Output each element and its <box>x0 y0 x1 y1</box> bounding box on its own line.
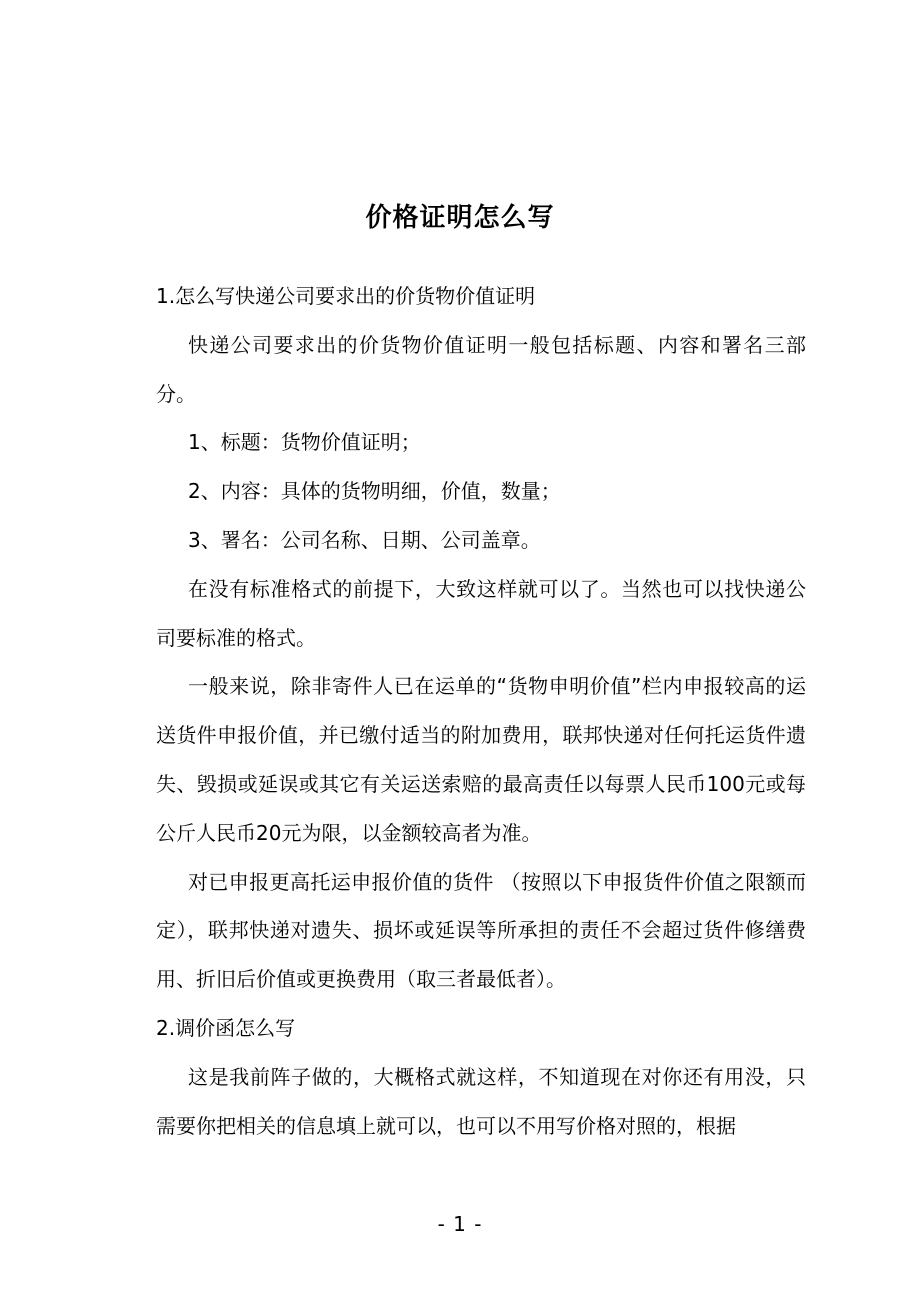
paragraph: 快递公司要求出的价货物价值证明一般包括标题、内容和署名三部分。 <box>156 332 806 406</box>
paragraph: 在没有标准格式的前提下，大致这样就可以了。当然也可以找快递公司要标准的格式。 <box>156 576 806 650</box>
section-heading-2: 2.调价函怎么写 <box>156 1015 296 1040</box>
section-heading-1: 1.怎么写快递公司要求出的价货物价值证明 <box>156 284 536 308</box>
list-item: 1、标题：货物价值证明； <box>188 430 421 455</box>
list-item: 3、署名：公司名称、日期、公司盖章。 <box>188 527 541 552</box>
paragraph: 一般来说，除非寄件人已在运单的“货物申明价值”栏内申报较高的运送货件申报价值，并已缴付适当的附加费用，联邦快递对任何托运货件遗失、毁损或延误或其它有关运送索赔的最高责任以每票人民币100元或每公斤人民币20元为限，以金额较高者为准。 <box>156 674 806 845</box>
paragraph: 这是我前阵子做的，大概格式就这样，不知道现在对你还有用没，只需要你把相关的信息填上就可以，也可以不用写价格对照的，根据 <box>156 1064 806 1138</box>
document-body <box>156 272 806 1150</box>
list-item: 2、内容：具体的货物明细，价值，数量； <box>188 479 561 504</box>
document-title: 价格证明怎么写 <box>365 203 555 233</box>
paragraph: 对已申报更高托运申报价值的货件 （按照以下申报货件价值之限额而定），联邦快递对遗失、损坏或延误等所承担的责任不会超过货件修缮费用、折旧后价值或更换费用（取三者最低者）。 <box>156 869 806 992</box>
page-number: - 1 - <box>437 1212 483 1236</box>
